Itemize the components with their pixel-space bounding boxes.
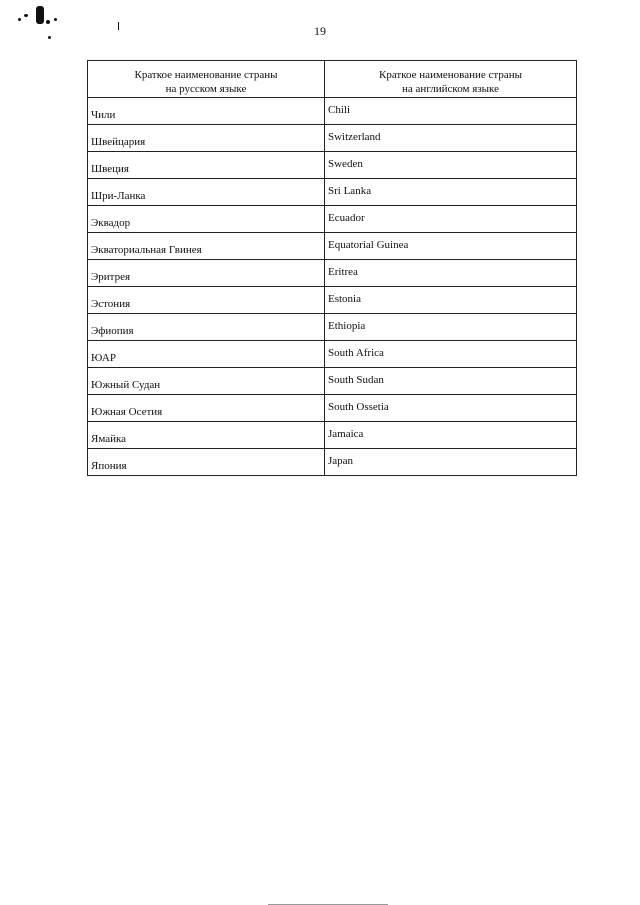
table-row [88, 179, 577, 206]
english-name-cell: Ecuador [325, 206, 577, 233]
english-name-cell: South Africa [325, 341, 577, 368]
english-name-cell: South Ossetia [325, 395, 577, 422]
table-row [88, 98, 577, 125]
russian-name-cell: Южный Судан [88, 368, 325, 395]
russian-name-cell: Эстония [88, 287, 325, 314]
english-name-cell: Switzerland [325, 125, 577, 152]
russian-name-cell: Ямайка [88, 422, 325, 449]
english-name-cell: Sweden [325, 152, 577, 179]
table-header-row [88, 61, 577, 98]
header-english-name: Краткое наименование страны на английском языке [325, 61, 577, 98]
russian-name-cell: Южная Осетия [88, 395, 325, 422]
english-name-cell: Equatorial Guinea [325, 233, 577, 260]
table-row [88, 368, 577, 395]
table-row [88, 314, 577, 341]
russian-name-cell: Швеция [88, 152, 325, 179]
english-name-cell: Eritrea [325, 260, 577, 287]
table-row [88, 125, 577, 152]
russian-name-cell: Эфиопия [88, 314, 325, 341]
russian-name-cell: Чили [88, 98, 325, 125]
header-russian-name: Краткое наименование страны на русском языке [88, 61, 325, 98]
english-name-cell: Estonia [325, 287, 577, 314]
english-name-cell: Japan [325, 449, 577, 476]
table-row [88, 233, 577, 260]
table-row [88, 206, 577, 233]
russian-name-cell: Экваториальная Гвинея [88, 233, 325, 260]
country-names-table [87, 60, 577, 476]
page-number: 19 [314, 24, 326, 38]
english-name-cell: Jamaica [325, 422, 577, 449]
russian-name-cell: ЮАР [88, 341, 325, 368]
english-name-cell: Chili [325, 98, 577, 125]
table-row [88, 152, 577, 179]
table-row [88, 287, 577, 314]
table-row [88, 449, 577, 476]
table-row [88, 341, 577, 368]
russian-name-cell: Шри-Ланка [88, 179, 325, 206]
table-row [88, 395, 577, 422]
table-row [88, 422, 577, 449]
english-name-cell: Sri Lanka [325, 179, 577, 206]
russian-name-cell: Япония [88, 449, 325, 476]
table-row [88, 260, 577, 287]
russian-name-cell: Эритрея [88, 260, 325, 287]
russian-name-cell: Эквадор [88, 206, 325, 233]
english-name-cell: South Sudan [325, 368, 577, 395]
english-name-cell: Ethiopia [325, 314, 577, 341]
russian-name-cell: Швейцария [88, 125, 325, 152]
